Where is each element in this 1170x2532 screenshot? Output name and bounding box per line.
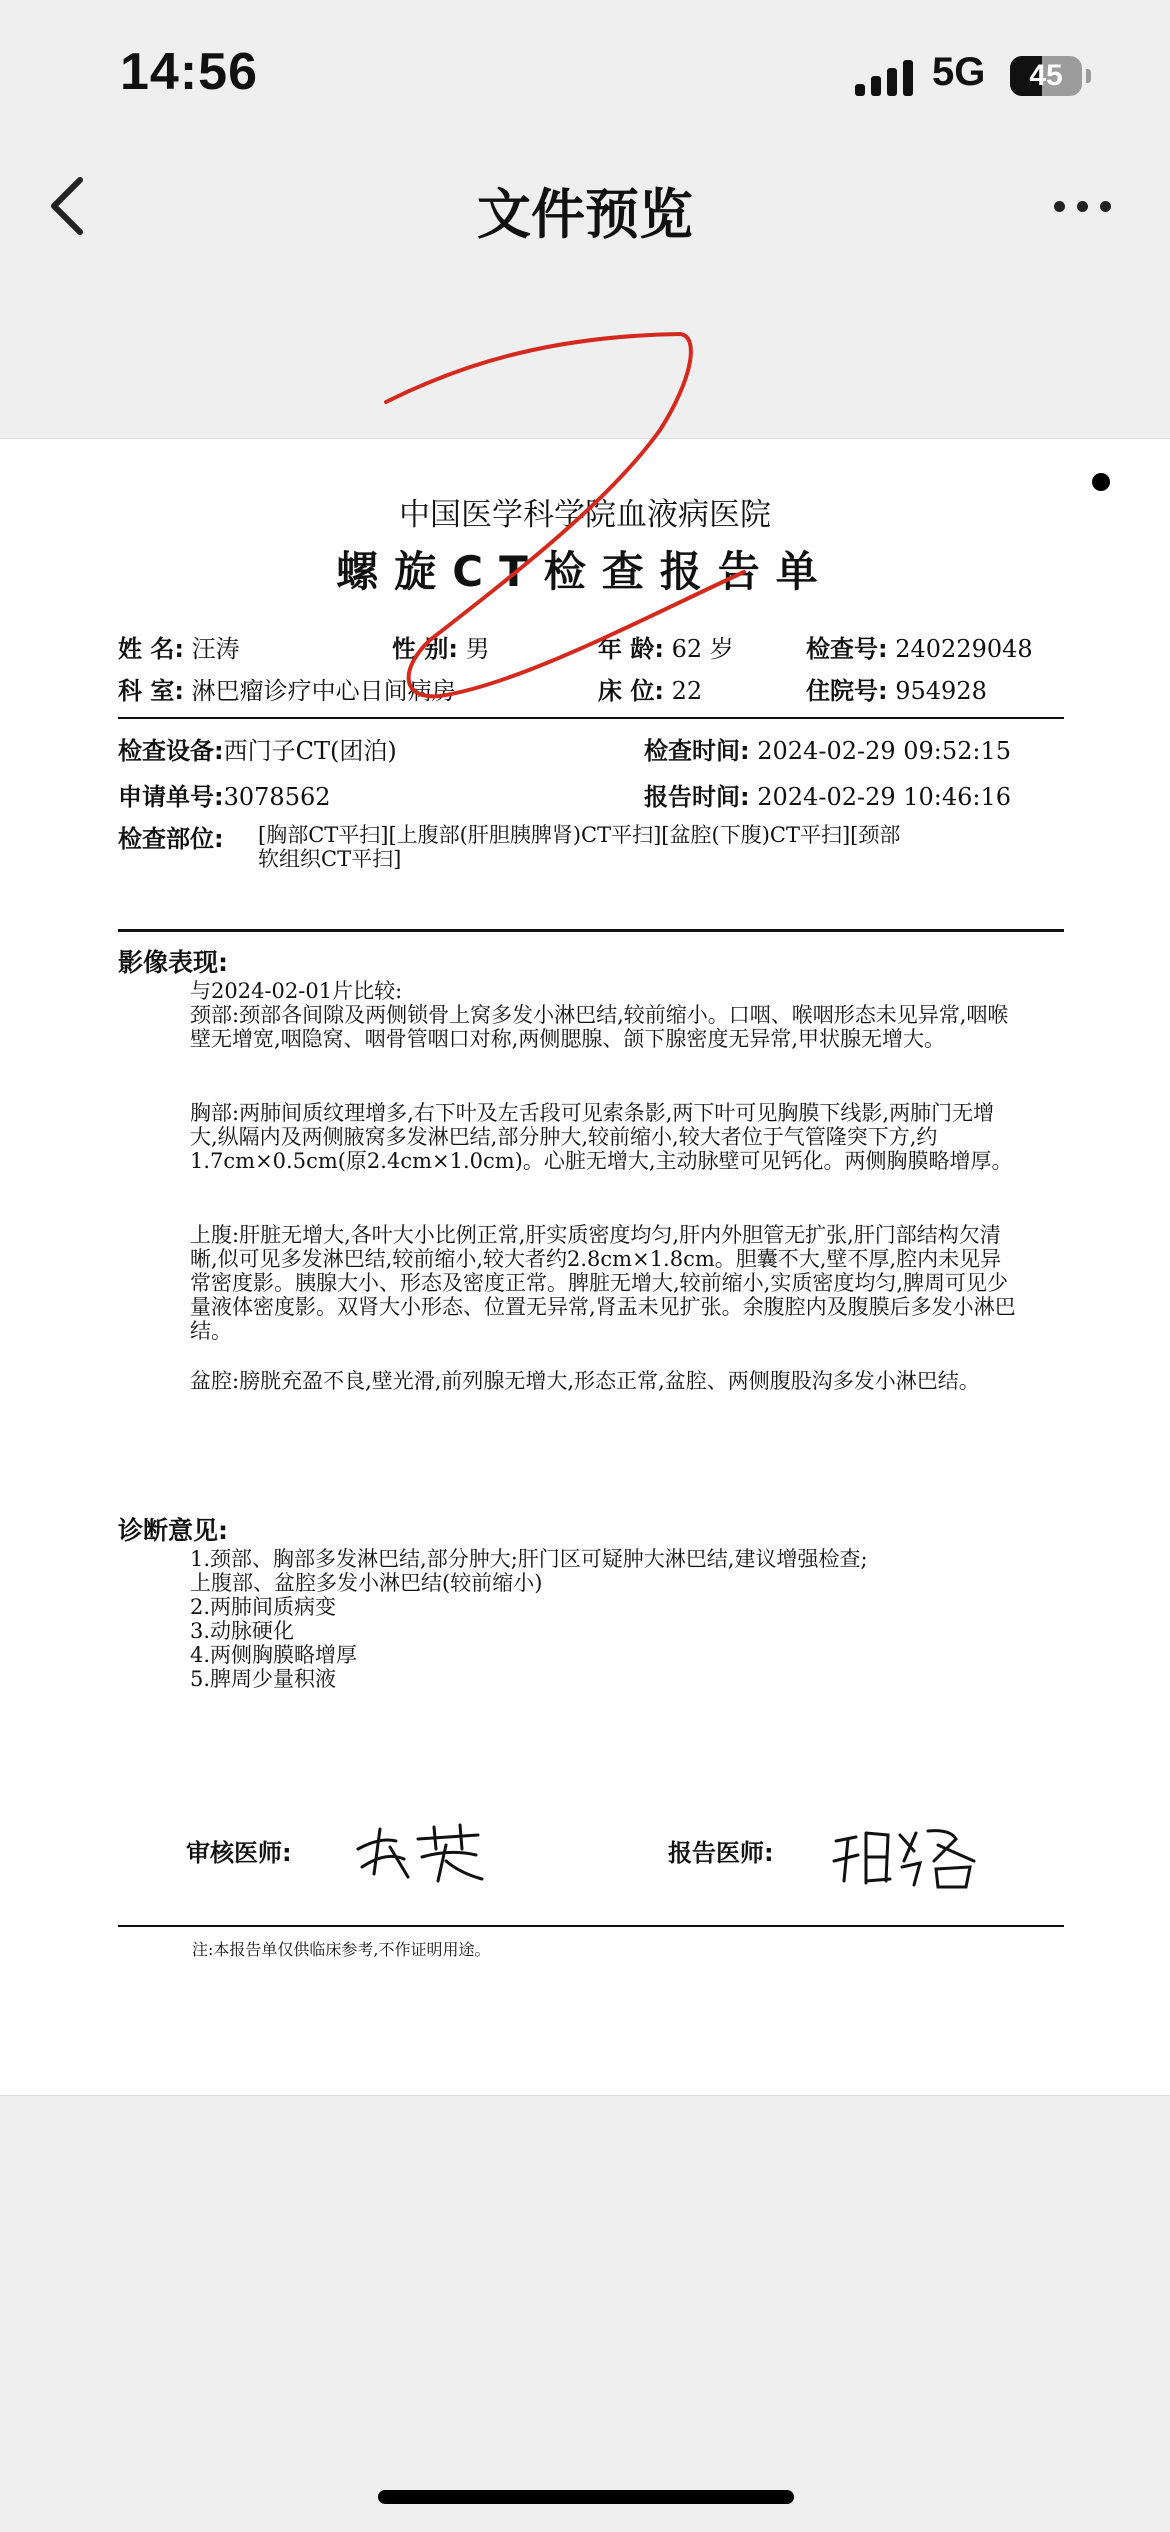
imaging-heading: 影像表现: <box>118 948 228 977</box>
dept-field: 科 室: 淋巴瘤诊疗中心日间病房 <box>118 677 456 705</box>
device-field: 检查设备:西门子CT(团泊) <box>118 737 397 765</box>
imaging-abdomen: 上腹:肝脏无增大,各叶大小比例正常,肝实质密度均匀,肝内外胆管无扩张,肝门部结构欠清晰,似可见多发淋巴结,较前缩小,较大者约2.8cm×1.8cm。胆囊不大,壁不厚,腔内未见异常密度影。胰腺大小、形态及密度正常。脾脏无增大,较前缩小,实质密度均匀,脾周可见少量液体密度影。双肾大小形态、位置无异常,肾盂未见扩张。余腹腔内及腹膜后多发小淋巴结。 <box>190 1223 1016 1343</box>
battery-icon <box>1010 56 1082 96</box>
site-line-2: 软组织CT平扫] <box>258 847 402 871</box>
divider <box>118 929 1064 932</box>
patient-name: 汪涛 <box>191 635 240 663</box>
reviewer-label: 审核医师: <box>186 1839 292 1867</box>
status-time: 14:56 <box>120 43 258 101</box>
home-indicator[interactable] <box>378 2490 794 2504</box>
page-title: 文件预览 <box>477 183 693 246</box>
site-line-1: [胸部CT平扫][上腹部(肝胆胰脾肾)CT平扫][盆腔(下腹)CT平扫][颈部 <box>258 823 901 847</box>
divider <box>118 1925 1064 1927</box>
report-time-field: 报告时间: 2024-02-29 10:46:16 <box>644 783 1012 811</box>
more-button[interactable] <box>1048 195 1118 219</box>
report-title: 螺旋CT检查报告单 <box>336 547 834 596</box>
diagnosis-item: 1.颈部、胸部多发淋巴结,部分肿大;肝门区可疑肿大淋巴结,建议增强检查; <box>190 1547 868 1571</box>
imaging-compare: 与2024-02-01片比较: <box>190 979 403 1003</box>
diagnosis-item: 2.两肺间质病变 <box>190 1595 337 1619</box>
bed-field: 床 位: 22 <box>598 677 703 705</box>
request-no: 3078562 <box>223 783 331 811</box>
diagnosis-item: 4.两侧胸膜略增厚 <box>190 1643 358 1667</box>
exam-no-field: 检查号: 240229048 <box>806 635 1033 663</box>
request-no-field: 申请单号:3078562 <box>118 783 331 811</box>
signal-icon <box>855 60 915 96</box>
site-label: 检查部位: <box>118 825 224 853</box>
inpatient-no-field: 住院号: 954928 <box>806 677 987 705</box>
imaging-pelvis: 盆腔:膀胱充盈不良,壁光滑,前列腺无增大,形态正常,盆腔、两侧腹股沟多发小淋巴结。 <box>190 1369 980 1393</box>
network-type: 5G <box>932 50 986 94</box>
divider <box>118 717 1064 719</box>
diagnosis-item: 3.动脉硬化 <box>190 1619 295 1643</box>
exam-no: 240229048 <box>895 635 1033 663</box>
name-field: 姓 名: 汪涛 <box>118 635 240 663</box>
hospital-name: 中国医学科学院血液病医院 <box>399 497 771 533</box>
diagnosis-item: 5.脾周少量积液 <box>190 1667 337 1691</box>
device: 西门子CT(团泊) <box>223 737 397 765</box>
patient-age: 62 岁 <box>671 635 734 663</box>
imaging-neck: 颈部:颈部各间隙及两侧锁骨上窝多发小淋巴结,较前缩小。口咽、喉咽形态未见异常,咽喉壁无增宽,咽隐窝、咽骨管咽口对称,两侧腮腺、颌下腺密度无异常,甲状腺无增大。 <box>190 1003 1009 1051</box>
sex-field: 性 别: 男 <box>392 635 490 663</box>
footer-note: 注:本报告单仅供临床参考,不作证明用途。 <box>192 1940 491 1959</box>
diagnosis-heading: 诊断意见: <box>118 1516 228 1545</box>
status-bar <box>0 0 1170 150</box>
reporter-label: 报告医师: <box>668 1839 774 1867</box>
battery-level: 45 <box>1029 59 1063 92</box>
bed: 22 <box>671 677 703 705</box>
diagnosis-item: 上腹部、盆腔多发小淋巴结(较前缩小) <box>190 1571 543 1595</box>
diagnosis-list <box>190 1547 1050 1691</box>
reporter-signature <box>830 1821 980 1891</box>
report-time: 2024-02-29 10:46:16 <box>757 783 1012 811</box>
battery-cap <box>1086 69 1091 83</box>
patient-sex: 男 <box>465 635 490 663</box>
imaging-chest: 胸部:两肺间质纹理增多,右下叶及左舌段可见索条影,两下叶可见胸膜下线影,两肺门无增大,纵隔内及两侧腋窝多发淋巴结,部分肿大,较前缩小,较大者位于气管隆突下方,约1.7cm×0.5cm(原2.4cm×1.0cm)。心脏无增大,主动脉壁可见钙化。两侧胸膜略增厚。 <box>190 1101 1013 1173</box>
exam-time: 2024-02-29 09:52:15 <box>757 737 1012 765</box>
inpatient-no: 954928 <box>895 677 987 705</box>
age-field: 年 龄: 62 岁 <box>598 635 734 663</box>
reviewer-signature <box>350 1819 490 1889</box>
dept: 淋巴瘤诊疗中心日间病房 <box>191 677 456 705</box>
document-page[interactable] <box>0 438 1170 2096</box>
exam-time-field: 检查时间: 2024-02-29 09:52:15 <box>644 737 1012 765</box>
